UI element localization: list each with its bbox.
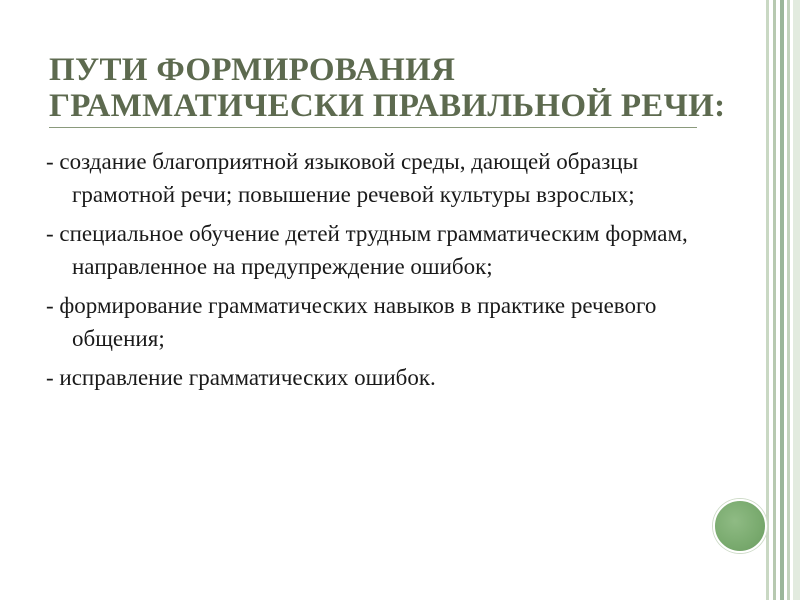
bullet-item: - создание благоприятной языковой среды, дающей образцы грамотной речи; повышение речевой культуры взрослых;	[46, 149, 639, 207]
slide-title	[49, 52, 729, 124]
bullet-list	[46, 145, 706, 400]
border-stripe	[780, 0, 784, 600]
bullet-item: - исправление грамматических ошибок.	[46, 365, 436, 390]
border-stripe	[773, 0, 776, 600]
title-underline	[49, 127, 697, 128]
border-stripe	[766, 0, 769, 600]
border-stripe	[793, 0, 800, 600]
border-stripe	[787, 0, 790, 600]
title-line-1: ПУТИ ФОРМИРОВАНИЯ	[49, 52, 456, 88]
bullet-item: - формирование грамматических навыков в практике речевого общения;	[46, 293, 657, 351]
decorative-circle	[713, 499, 767, 553]
bullet-item: - специальное обучение детей трудным грамматическим формам, направленное на предупреждение ошибок;	[46, 221, 688, 279]
title-line-2: ГРАММАТИЧЕСКИ ПРАВИЛЬНОЙ РЕЧИ:	[49, 88, 726, 124]
